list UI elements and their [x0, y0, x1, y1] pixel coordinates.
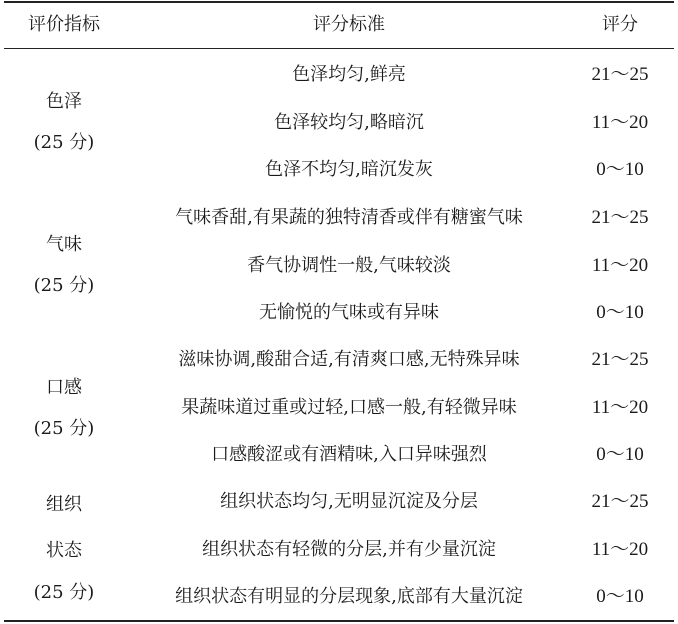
- criteria-cell: 色泽较均匀,略暗沉: [274, 112, 424, 133]
- criteria-cell: 气味香甜,有果蔬的独特清香或伴有糖蜜气味: [175, 207, 523, 228]
- indicator-label: 组织: [46, 494, 82, 515]
- criteria-cell: 组织状态均匀,无明显沉淀及分层: [220, 491, 478, 512]
- indicator-weight: (25 分): [33, 582, 95, 603]
- score-cell: 0～10: [596, 159, 644, 180]
- criteria-cell: 色泽均匀,鲜亮: [292, 64, 406, 85]
- indicator-label: 气味: [46, 234, 82, 255]
- indicator-weight: (25 分): [33, 132, 95, 153]
- table-top-rule: [4, 1, 674, 3]
- score-cell: 21～25: [591, 207, 649, 228]
- score-cell: 11～20: [591, 255, 649, 276]
- score-cell: 11～20: [591, 112, 649, 133]
- score-cell: 0～10: [596, 586, 644, 607]
- score-cell: 11～20: [591, 539, 649, 560]
- header-indicator: 评价指标: [28, 14, 100, 35]
- criteria-cell: 滋味协调,酸甜合适,有清爽口感,无特殊异味: [178, 349, 520, 370]
- header-criteria: 评分标准: [313, 14, 385, 35]
- score-cell: 21～25: [591, 64, 649, 85]
- score-cell: 0～10: [596, 302, 644, 323]
- indicator-label: 状态: [46, 540, 82, 561]
- criteria-cell: 果蔬味道过重或过轻,口感一般,有轻微异味: [181, 397, 517, 418]
- criteria-cell: 色泽不均匀,暗沉发灰: [265, 159, 433, 180]
- score-cell: 21～25: [591, 491, 649, 512]
- header-rule: [4, 48, 674, 49]
- criteria-cell: 组织状态有轻微的分层,并有少量沉淀: [202, 539, 496, 560]
- table-bottom-rule: [4, 620, 674, 622]
- score-cell: 21～25: [591, 349, 649, 370]
- criteria-cell: 无愉悦的气味或有异味: [259, 302, 439, 323]
- criteria-cell: 组织状态有明显的分层现象,底部有大量沉淀: [175, 586, 523, 607]
- score-cell: 11～20: [591, 397, 649, 418]
- criteria-cell: 口感酸涩或有酒精味,入口异味强烈: [211, 444, 487, 465]
- criteria-cell: 香气协调性一般,气味较淡: [247, 255, 451, 276]
- indicator-label: 色泽: [46, 91, 82, 112]
- indicator-weight: (25 分): [33, 275, 95, 296]
- indicator-label: 口感: [46, 377, 82, 398]
- indicator-weight: (25 分): [33, 418, 95, 439]
- header-score: 评分: [602, 14, 638, 35]
- score-cell: 0～10: [596, 444, 644, 465]
